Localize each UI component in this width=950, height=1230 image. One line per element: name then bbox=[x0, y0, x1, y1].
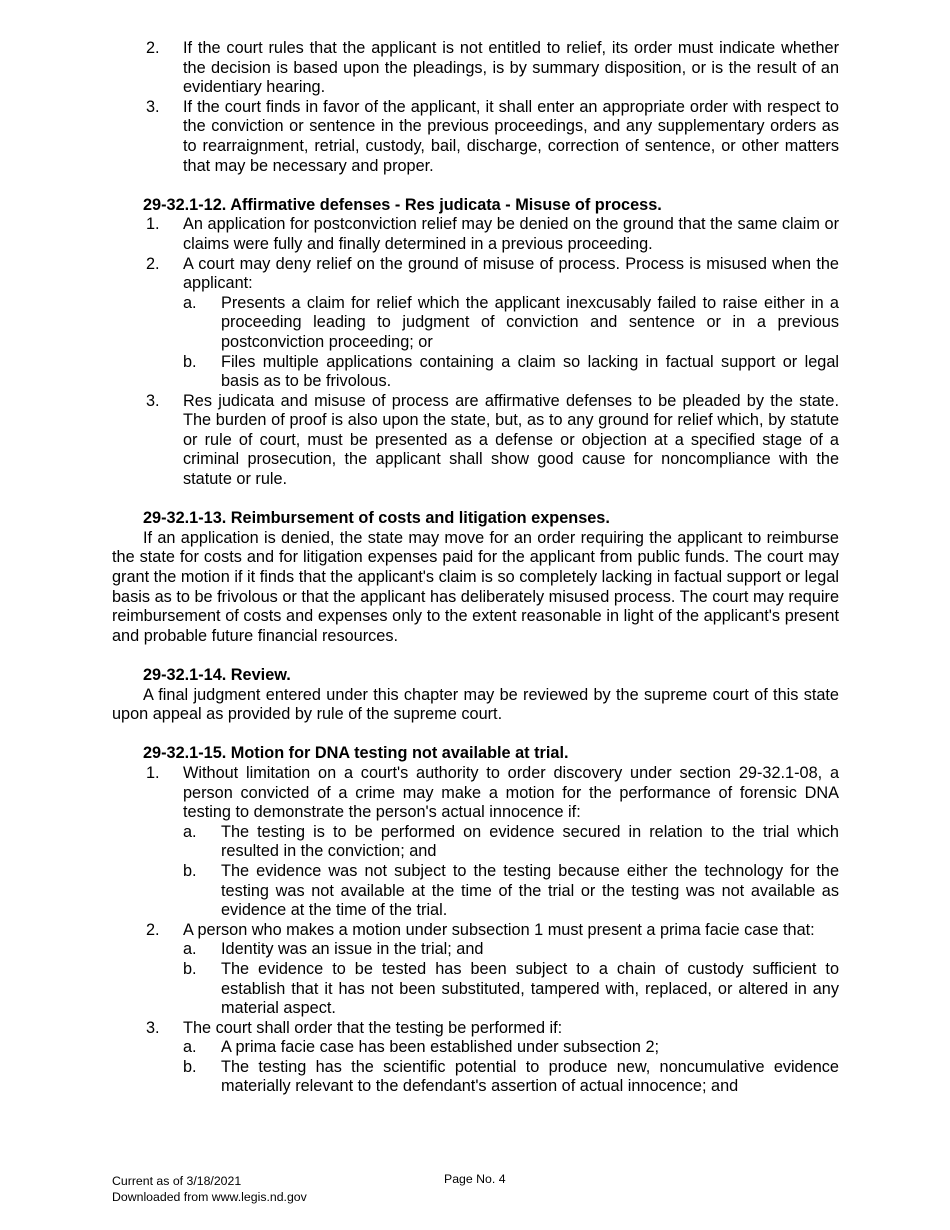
section-29-32-1-14 bbox=[112, 666, 839, 725]
list-item bbox=[112, 215, 839, 254]
sub-item-text: Identity was an issue in the trial; and bbox=[221, 940, 484, 959]
list-item bbox=[112, 39, 839, 98]
list-item bbox=[112, 392, 839, 490]
item-text: Without limitation on a court's authority to order discovery under section 29-32.1-08, a person convicted of a crime may make a motion for the performance of forensic DNA testing to demonstrate the person's actual innocence if: bbox=[183, 763, 839, 822]
section-29-32-1-13 bbox=[112, 509, 839, 646]
sub-item-letter: b. bbox=[183, 352, 197, 371]
section-paragraph: If an application is denied, the state may move for an order requiring the applicant to reimburse the state for costs and for litigation expenses paid for the applicant from public funds. The court may grant the motion if it finds that the applicant's claim is so completely lacking in factual support or legal basis as to be frivolous or that the applicant has deliberately misused process. The court may require reimbursement of costs and expenses only to the extent reasonable in light of the applicant's present and probable future financial resources. bbox=[112, 528, 839, 645]
sub-item-text: A prima facie case has been established under subsection 2; bbox=[221, 1038, 660, 1057]
section-29-32-1-12 bbox=[112, 196, 839, 490]
section-heading: 29-32.1-13. Reimbursement of costs and litigation expenses. bbox=[143, 509, 610, 528]
section-heading: 29-32.1-14. Review. bbox=[143, 666, 291, 684]
list-item bbox=[112, 921, 839, 1019]
footer-downloaded-from: Downloaded from www.legis.nd.gov bbox=[112, 1189, 307, 1204]
sub-item-letter: b. bbox=[183, 959, 197, 978]
item-text: If the court rules that the applicant is not entitled to relief, its order must indicate whether the decision is based upon the pleadings, is by summary disposition, or is the result of an evidentiary hearing. bbox=[183, 39, 839, 97]
item-text: A person who makes a motion under subsection 1 must present a prima facie case that: bbox=[183, 920, 815, 939]
sub-item-letter: a. bbox=[183, 822, 197, 841]
list-item bbox=[112, 764, 839, 921]
list-item bbox=[112, 1019, 839, 1097]
sub-item bbox=[183, 960, 839, 1019]
item-text: Res judicata and misuse of process are affirmative defenses to be pleaded by the state. The burden of proof is also upon the state, but, as to any ground for relief which, by statute or rule of court, must be presented as a defense or objection at a specified stage of a criminal prosecution, the applicant shall show good cause for noncompliance with the statute or rule. bbox=[183, 391, 839, 489]
sub-item bbox=[183, 353, 839, 392]
footer-left bbox=[112, 1174, 307, 1206]
item-number: 2. bbox=[146, 920, 160, 939]
list-item bbox=[112, 255, 839, 392]
sub-item bbox=[183, 862, 839, 921]
section-heading: 29-32.1-12. Affirmative defenses - Res judicata - Misuse of process. bbox=[143, 195, 662, 214]
item-number: 3. bbox=[146, 97, 160, 116]
sub-item bbox=[183, 823, 839, 862]
sub-item-letter: a. bbox=[183, 1038, 197, 1057]
sub-item-text: The evidence to be tested has been subject to a chain of custody sufficient to establish that it has not been substituted, tampered with, replaced, or altered in any material aspect. bbox=[221, 959, 839, 1018]
item-number: 3. bbox=[146, 1018, 160, 1037]
sub-item bbox=[183, 1058, 839, 1097]
section-29-32-1-15 bbox=[112, 744, 839, 1097]
section-heading: 29-32.1-15. Motion for DNA testing not available at trial. bbox=[143, 744, 569, 763]
section-paragraph: A final judgment entered under this chapter may be reviewed by the supreme court of this state upon appeal as provided by rule of the supreme court. bbox=[112, 685, 839, 724]
sub-item bbox=[183, 1038, 839, 1058]
list-item bbox=[112, 98, 839, 176]
sub-item-letter: a. bbox=[183, 940, 197, 959]
sub-item-text: Files multiple applications containing a claim so lacking in factual support or legal basis as to be frivolous. bbox=[221, 352, 839, 391]
sub-item-letter: b. bbox=[183, 1057, 197, 1076]
item-text: An application for postconviction relief may be denied on the ground that the same claim or claims were fully and finally determined in a previous proceeding. bbox=[183, 215, 839, 253]
item-text: The court shall order that the testing be performed if: bbox=[183, 1018, 563, 1037]
sub-item-text: The testing is to be performed on evidence secured in relation to the trial which resulted in the conviction; and bbox=[221, 822, 839, 861]
sub-item-text: Presents a claim for relief which the applicant inexcusably failed to raise either in a proceeding leading to judgment of conviction and sentence or in a previous postconviction proceeding; or bbox=[221, 293, 839, 351]
sub-item-text: The evidence was not subject to the testing because either the technology for the testing was not available at the time of the trial or the testing was not available as evidence at the time of the trial. bbox=[221, 861, 839, 920]
item-number: 2. bbox=[146, 254, 160, 273]
item-number: 3. bbox=[146, 391, 160, 410]
sub-item-text: The testing has the scientific potential to produce new, noncumulative evidence materially relevant to the defendant's assertion of actual innocence; and bbox=[221, 1057, 839, 1096]
sub-item bbox=[183, 294, 839, 353]
item-text: A court may deny relief on the ground of misuse of process. Process is misused when the applicant: bbox=[183, 254, 839, 293]
item-text: If the court finds in favor of the applicant, it shall enter an appropriate order with respect to the conviction or sentence in the previous proceedings, and any supplementary orders as to rearraignment, retrial, custody, bail, discharge, correction of sentence, or other matters that may be necessary and proper. bbox=[183, 97, 839, 175]
page-body bbox=[112, 39, 839, 1097]
item-number: 1. bbox=[146, 215, 160, 234]
sub-item-letter: b. bbox=[183, 861, 197, 880]
item-number: 1. bbox=[146, 763, 160, 782]
footer-current-as-of: Current as of 3/18/2021 bbox=[112, 1174, 242, 1188]
sub-item-letter: a. bbox=[183, 293, 197, 312]
sub-item bbox=[183, 940, 839, 960]
page-number: Page No. 4 bbox=[444, 1172, 506, 1186]
item-number: 2. bbox=[146, 39, 160, 57]
